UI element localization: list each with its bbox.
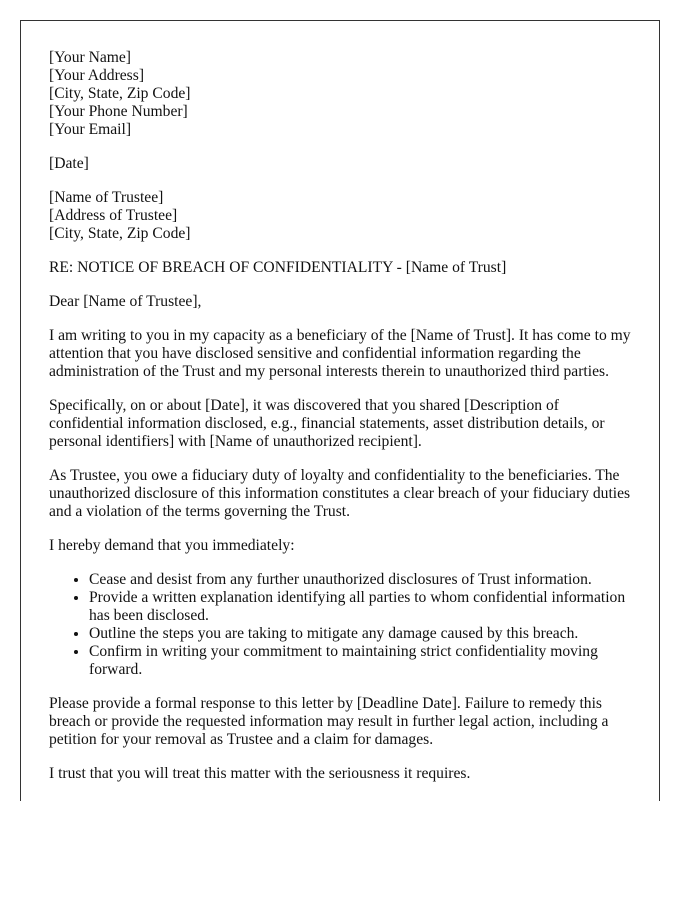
sender-address-block: [49, 49, 632, 139]
paragraph-intro: I am writing to you in my capacity as a beneficiary of the [Name of Trust]. It has come to my attention that you have disclosed sensitive and confidential information regarding the administration of the Trust and my personal interests therein to unauthorized third parties.: [49, 327, 631, 380]
sender-phone: [Your Phone Number]: [49, 103, 188, 120]
list-item: • Confirm in writing your commitment to maintaining strict confidentiality moving forward.: [89, 643, 632, 679]
recipient-address: [Address of Trustee]: [49, 207, 178, 224]
list-item: • Provide a written explanation identifying all parties to whom confidential information has been disclosed.: [89, 589, 632, 625]
list-item: • Outline the steps you are taking to mitigate any damage caused by this breach.: [89, 625, 632, 643]
sender-address: [Your Address]: [49, 67, 145, 84]
recipient-city-state-zip: [City, State, Zip Code]: [49, 225, 191, 242]
paragraph-specifics: Specifically, on or about [Date], it was discovered that you shared [Description of confidential information disclosed, e.g., financial statements, asset distribution details, or personal identifiers] with [Name of unauthorized recipient].: [49, 397, 605, 450]
letter-date: [Date]: [49, 155, 89, 172]
demands-list: [49, 571, 632, 679]
sender-city-state-zip: [City, State, Zip Code]: [49, 85, 191, 102]
recipient-name: [Name of Trustee]: [49, 189, 164, 206]
letter-page: [20, 20, 660, 801]
paragraph-closing-remark: I trust that you will treat this matter with the seriousness it requires.: [49, 765, 471, 782]
paragraph-response-deadline: Please provide a formal response to this letter by [Deadline Date]. Failure to remedy this breach or provide the requested information may result in further legal action, including a petition for your removal as Trustee and a claim for damages.: [49, 695, 609, 748]
paragraph-fiduciary-duty: As Trustee, you owe a fiduciary duty of loyalty and confidentiality to the beneficiaries. The unauthorized disclosure of this information constitutes a clear breach of your fiduciary duties and a violation of the terms governing the Trust.: [49, 467, 631, 520]
sender-name: [Your Name]: [49, 49, 132, 66]
subject-line: RE: NOTICE OF BREACH OF CONFIDENTIALITY - [Name of Trust]: [49, 259, 507, 276]
recipient-address-block: [49, 189, 632, 243]
sender-email: [Your Email]: [49, 121, 132, 138]
salutation: Dear [Name of Trustee],: [49, 293, 202, 310]
paragraph-demand-intro: I hereby demand that you immediately:: [49, 537, 295, 554]
list-item: • Cease and desist from any further unauthorized disclosures of Trust information.: [89, 571, 632, 589]
